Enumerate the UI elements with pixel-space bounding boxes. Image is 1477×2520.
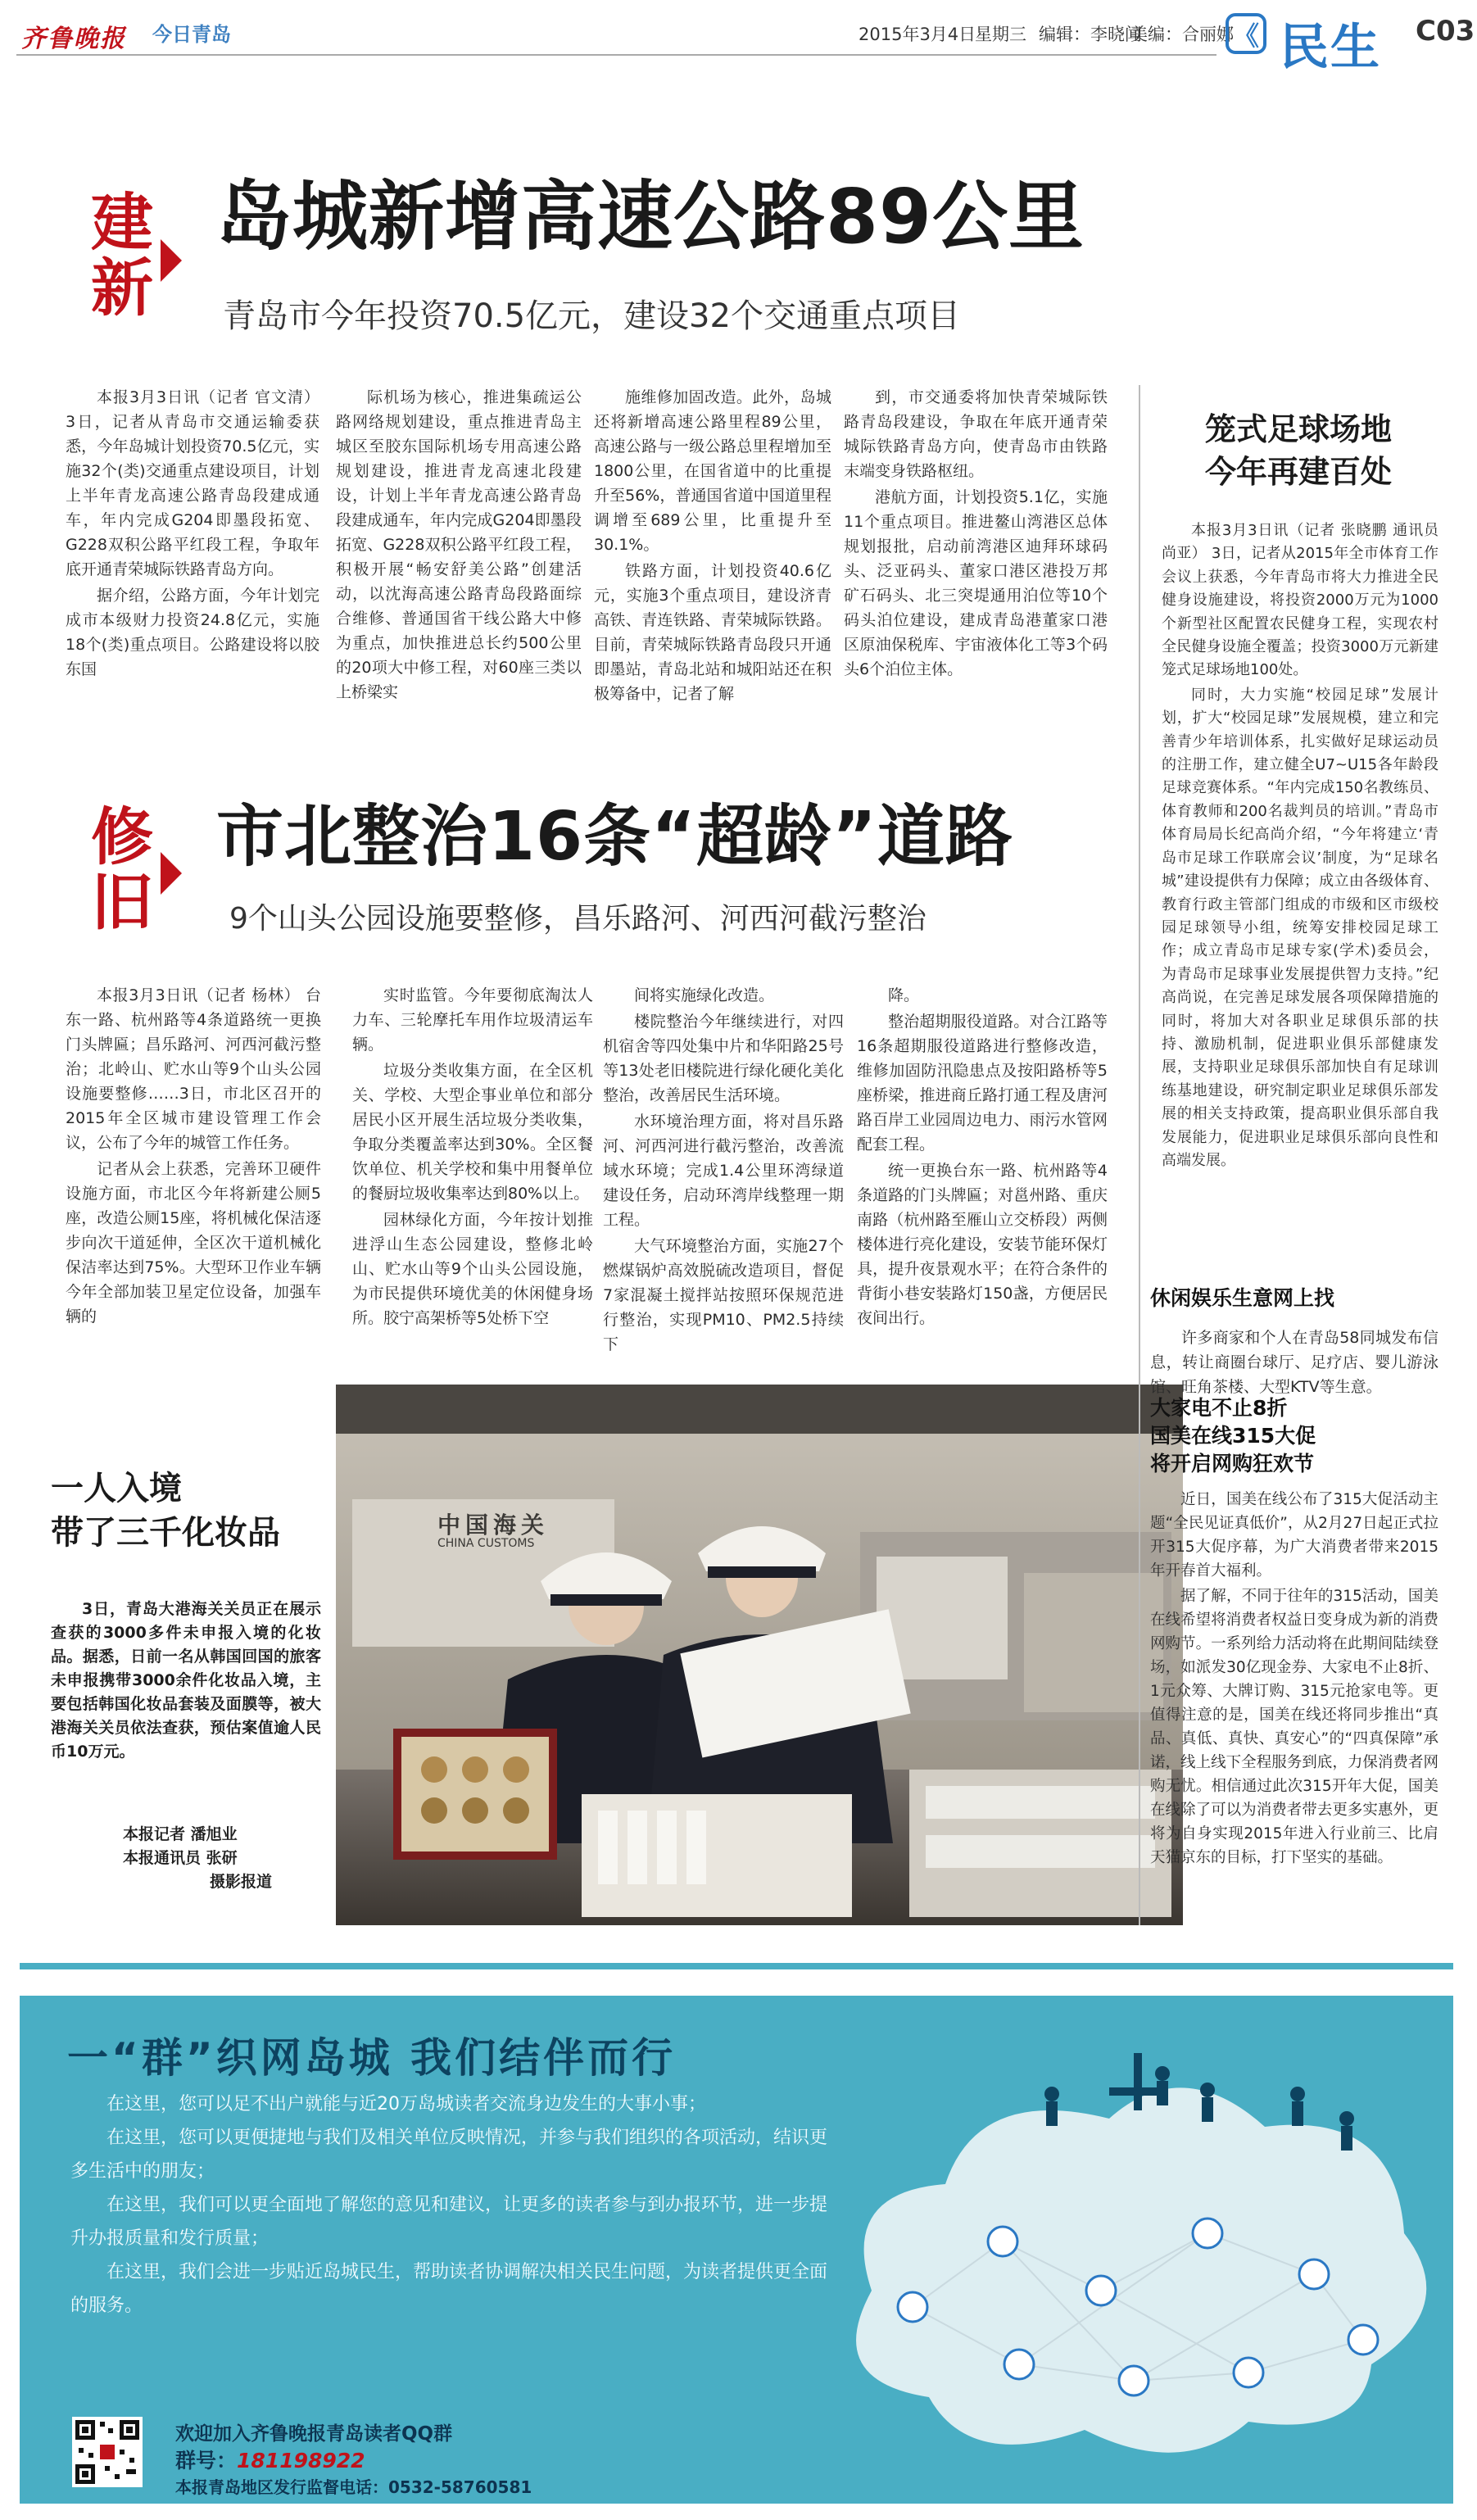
paragraph: 施维修加固改造。此外，岛城还将新增高速公路里程89公里，高速公路与一级公路总里程增加至1800公里，在国省道中的比重提升至56%，普通国省道中国道里程调增至689公里，比重提升至30.1%。 — [594, 388, 831, 554]
paragraph: 本报3月3日讯（记者 张晓鹏 通讯员 尚亚） 3日，记者从2015年全市体育工作会议上获悉，今年青岛市将大力推进全民健身设施建设，将投资2000万元为1000个新型社区配置农民健身工程，实现农村全民健身设施全覆盖；投资3000万元新建笼式足球场地100处。 — [1162, 522, 1438, 679]
issue-date: 2015年3月4日 — [859, 25, 976, 44]
qr-code-icon[interactable] — [72, 2417, 143, 2487]
article1-column-4 — [844, 385, 1108, 746]
article2-headline: 市北整治16条“超龄”道路 — [216, 798, 1013, 876]
paragraph: 在这里，我们会进一步贴近岛城民生，帮助读者协调解决相关民生问题，为读者提供更全面的服务。 — [70, 2262, 828, 2316]
issue-weekday: 星期三 — [975, 25, 1026, 44]
masthead-rule — [16, 54, 1216, 56]
banner-body — [70, 2087, 832, 2323]
side3-body — [1150, 1488, 1438, 1871]
article2-column-1 — [66, 983, 321, 1368]
paragraph: 水环境治理方面，将对昌乐路河、河西河进行截污整治，改善流域水环境；完成1.4公里环湾绿道建设任务，启动环湾岸线整理一期工程。 — [603, 1113, 844, 1229]
paragraph: 许多商家和个人在青岛58同城发布信息，转让商圈台球厅、足疗店、婴儿游泳馆、旺角茶楼、大型KTV等生意。 — [1150, 1329, 1438, 1396]
photo-headline-line2: 带了三千化妆品 — [51, 1514, 280, 1552]
photo-credit-line3: 摄影报道 — [210, 1873, 273, 1891]
paragraph: 实时监管。今年要彻底淘汰人力车、三轮摩托车用作垃圾清运车辆。 — [352, 986, 593, 1054]
paragraph: 垃圾分类收集方面，在全区机关、学校、大型企事业单位和部分居民小区开展生活垃圾分类收集，争取分类覆盖率达到30%。全区餐饮单位、机关学校和集中用餐单位的餐厨垃圾收集率达到80%以上。 — [352, 1062, 593, 1203]
side3-title-line1: 大家电不止8折 — [1150, 1396, 1288, 1420]
side3-title — [1150, 1394, 1316, 1478]
paragraph: 据了解，不同于往年的315活动，国美在线希望将消费者权益日变身成为新的消费网购节。一系列给力活动将在此期间陆续登场，如派发30亿现金券、大家电不止8折、1元众筹、大牌订购、315元抢家电等。更值得注意的是，国美在线还将同步推出“真品、真低、真快、真安心”的“四真保障”承诺，线上线下全程服务到底，力保消费者网购无忧。相信通过此次315开年大促，国美在线除了可以为消费者带去更多实惠外，更将为自身实现2015年进入行业前三、比肩天猫京东的目标，打下坚实的基础。 — [1150, 1588, 1438, 1866]
side3-title-line3: 将开启网购狂欢节 — [1150, 1452, 1315, 1475]
qq-group-banner — [20, 1996, 1453, 2504]
side1-body — [1162, 519, 1438, 1174]
paragraph: 在这里，您可以更便捷地与我们及相关单位反映情况，并参与我们组织的各项活动，结识更多生活中的朋友； — [70, 2128, 828, 2182]
paragraph: 统一更换台东一路、杭州路等4条道路的门头牌匾；对邕州路、重庆南路（杭州路至雁山立交桥段）两侧楼体进行亮化建设，安装节能环保灯具，提升夜景观水平；在符合条件的背街小巷安装路灯150盏，方便居民夜间出行。 — [857, 1162, 1108, 1327]
customs-photo — [336, 1385, 1183, 1925]
article1-headline: 岛城新增高速公路89公里 — [216, 173, 1085, 261]
customs-sign: 中国海关 — [437, 1512, 550, 1539]
customs-sign-sub: CHINA CUSTOMS — [437, 1537, 535, 1550]
article1-column-2 — [336, 385, 582, 746]
photo-credit-line2: 本报通讯员 张研 — [123, 1849, 238, 1867]
banner-title: 一“群”织网岛城 我们结伴而行 — [67, 2034, 677, 2082]
paragraph: 铁路方面，计划投资40.6亿元，实施3个重点项目，建设济青高铁、青连铁路、青荣城际铁路。目前，青荣城际铁路青岛段只开通即墨站，青岛北站和城阳站还在积极筹备中，记者了解 — [594, 562, 831, 703]
paragraph: 本报3月3日讯（记者 杨林） 台东一路、杭州路等4条道路统一更换门头牌匾；昌乐路河、河西河截污整治；北岭山、贮水山等9个山头公园设施要整修……3日，市北区召开的2015年全区城市建设管理工作会议，公布了今年的城管工作任务。 — [66, 986, 321, 1152]
banner-join-text: 欢迎加入齐鲁晚报青岛读者QQ群 — [175, 2423, 453, 2445]
banner-hotline: 本报青岛地区发行监督电话：0532-58760581 — [175, 2477, 532, 2497]
paragraph: 大气环境整治方面，实施27个燃煤锅炉高效脱硫改造项目，督促7家混凝土搅拌站按照环保规范进行整治，实现PM10、PM2.5持续下 — [603, 1237, 844, 1353]
paper-logo: 齐鲁晚报 — [21, 25, 126, 53]
side2-title: 休闲娱乐生意网上找 — [1150, 1286, 1335, 1310]
column-divider — [1139, 385, 1140, 1925]
paragraph: 在这里，我们可以更全面地了解您的意见和建议，让更多的读者参与到办报环节，进一步提升办报质量和发行质量； — [70, 2195, 828, 2249]
article1-column-1 — [66, 385, 319, 746]
article1-arrow-icon — [161, 239, 182, 282]
masthead — [0, 0, 1477, 76]
page-number: C03 — [1416, 15, 1475, 48]
side1-title-line2: 今年再建百处 — [1204, 454, 1392, 490]
column-name: 民生 — [1280, 19, 1381, 76]
group-number[interactable]: 181198922 — [237, 2449, 365, 2472]
designer-credit: 美编：合丽娜 — [1130, 25, 1234, 44]
paragraph: 际机场为核心，推进集疏运公路网络规划建设，重点推进青岛主城区至胶东国际机场专用高速公路规划建设，推进青龙高速北段建设，计划上半年青龙高速公路青岛段建成通车，年内完成G204即墨段拓宽、G228双积公路平红段工程，积极开展“畅安舒美公路”创建活动，以沈海高速公路青岛段路面综合维修、普通国省干线公路大中修为重点，加快推进总长约500公里的20项大中修工程，对60座三类以上桥梁实 — [336, 388, 582, 701]
photo-credit-line1: 本报记者 潘旭业 — [123, 1825, 238, 1843]
group-label: 群号： — [175, 2449, 238, 2472]
editor-credit: 编辑：李晓闻 — [1039, 25, 1142, 44]
side1-title — [1163, 408, 1434, 493]
photo-headline-line1: 一人入境 — [51, 1470, 182, 1507]
article2-column-2 — [352, 983, 593, 1368]
side1-title-line1: 笼式足球场地 — [1204, 411, 1392, 447]
paragraph: 据介绍，公路方面，今年计划完成市本级财力投资24.8亿元，实施18个(类)重点项目。公路建设将以胶东国 — [66, 587, 319, 678]
article2-column-3 — [603, 983, 844, 1368]
photo-caption-text: 3日，青岛大港海关关员正在展示查获的3000多件未申报入境的化妆品。据悉，日前一名从韩国回国的旅客未申报携带3000余件化妆品入境，主要包括韩国化妆品套装及面膜等，被大港海关关员依法查获，预估案值逾人民币10万元。 — [51, 1600, 321, 1761]
photo-caption — [51, 1598, 321, 1765]
banner-group-number — [175, 2445, 365, 2474]
side2-body — [1150, 1326, 1438, 1401]
article2-column-4 — [857, 983, 1108, 1368]
paragraph: 在这里，您可以足不出户就能与近20万岛城读者交流身边发生的大事小事； — [106, 2094, 706, 2114]
paragraph: 同时，大力实施“校园足球”发展计划，扩大“校园足球”发展规模，建立和完善青少年培训体系，扎实做好足球运动员的注册工作，建立健全U7~U15各年龄段足球竞赛体系。“年内完成150名教练员、体育教师和200名裁判员的培训。”青岛市体育局局长纪高尚介绍，“今年将建立‘青岛市足球工作联席会议’制度，为“足球名城”建设提供有力保障；成立由各级体育、教育行政主管部门组成的市级和区市级校园足球领导小组，统筹安排校园足球工作；成立青岛市足球专家(学术)委员会，为青岛市足球事业发展提供智力支持。”纪高尚说，在完善足球发展各项保障措施的同时，将加大对各职业足球俱乐部的扶持、激励机制，促进职业俱乐部健康发展，支持职业足球俱乐部加快自有足球训练基地建设，研究制定职业足球俱乐部发展的相关支持政策，提高职业俱乐部自我发展能力，促进职业足球俱乐部向良性和高端发展。 — [1162, 686, 1438, 1169]
article2-subheadline: 9个山头公园设施要整修，昌乐路河、河西河截污整治 — [229, 902, 927, 936]
paragraph: 到，市交通委将加快青荣城际铁路青岛段建设，争取在年底开通青荣城际铁路青岛方向，使青岛市由铁路末端变身铁路枢纽。 — [844, 388, 1108, 480]
paragraph: 近日，国美在线公布了315大促活动主题“全民见证真低价”，从2月27日起正式拉开315大促序幕，为广大消费者带来2015年开春首大福利。 — [1150, 1491, 1438, 1580]
paragraph: 整治超期服役道路。对合江路等16条超期服役道路进行整修改造，维修加固防汛隐患点及按阳路桥等5座桥梁，推进商丘路打通工程及唐河路百岸工业园周边电力、雨污水管网配套工程。 — [857, 1013, 1108, 1153]
paragraph: 港航方面，计划投资5.1亿，实施11个重点项目。推进鳌山湾港区总体规划报批，启动前湾港区迪拜环球码头、泛亚码头、董家口港区港投万邦矿石码头、北三突堤通用泊位等10个码头泊位建设，建成青岛港董家口港区原油保税库、宇宙液体化工等3个码头6个泊位主体。 — [844, 488, 1108, 678]
article1-tag: 建新 — [91, 186, 153, 324]
banner-separator — [20, 1963, 1453, 1969]
paragraph: 本报3月3日讯（记者 官文清） 3日，记者从青岛市交通运输委获悉，今年岛城计划投资70.5亿元，实施32个(类)交通重点建设项目，计划上半年青龙高速公路青岛段建成通车，年内完成G204即墨段拓宽、G228双积公路平红段工程，争取年底开通青荣城际铁路青岛方向。 — [66, 388, 319, 578]
paragraph: 记者从会上获悉，完善环卫硬件设施方面，市北区今年将新建公厕5座，改造公厕15座，将机械化保洁逐步向次干道延伸，全区次干道机械化保洁率达到75%。大型环卫作业车辆今年全部加装卫星定位设备，加强车辆的 — [66, 1160, 321, 1326]
side3-title-line2: 国美在线315大促 — [1150, 1424, 1316, 1448]
article1-subheadline: 青岛市今年投资70.5亿元，建设32个交通重点项目 — [223, 297, 960, 335]
photo-credit — [123, 1823, 319, 1894]
paragraph: 园林绿化方面，今年按计划推进浮山生态公园建设，整修北岭山、贮水山等9个山头公园设施，为市民提供环境优美的休闲健身场所。胶宁高架桥等5处桥下空 — [352, 1211, 593, 1327]
article2-arrow-icon — [161, 852, 182, 895]
article1-column-3 — [594, 385, 831, 746]
photo-headline — [51, 1466, 321, 1555]
column-logo-icon: 《 — [1226, 13, 1266, 54]
section-tag: 今日青岛 — [152, 23, 231, 46]
paragraph: 间将实施绿化改造。 — [634, 986, 775, 1004]
article2-tag: 修旧 — [91, 800, 153, 939]
paragraph: 楼院整治今年继续进行，对四机宿舍等四处集中片和华阳路25号等13处老旧楼院进行绿化硬化美化整治，改善居民生活环境。 — [603, 1013, 844, 1104]
paragraph: 降。 — [888, 986, 920, 1004]
